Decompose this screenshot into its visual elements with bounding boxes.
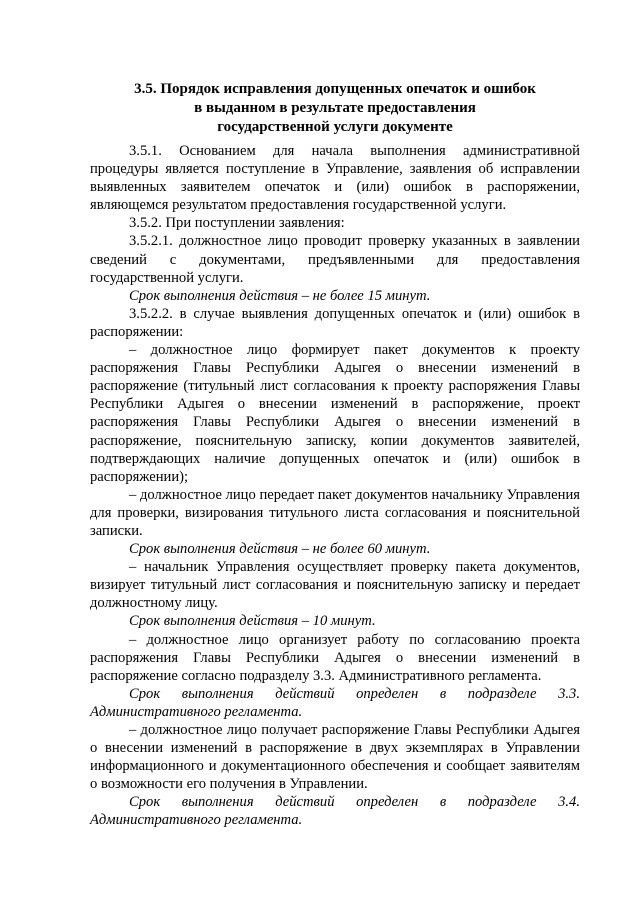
list-item-form-package: – должностное лицо формирует пакет документов к проекту распоряжения Главы Республики Адыгея о внесении изменений в распоряжение (титульный лист согласования к проекту распоряжения Главы Республики Адыгея о внесении изменений в распоряжение, проект распоряжения Главы Республики Адыгея о внесении изменений в распоряжение, пояснительную записку, копии документов заявителей, подтверждающих наличие допущенных опечаток и (или) ошибок в распоряжении); (90, 342, 580, 485)
deadline-note: Срок выполнения действия – не более 15 минут. (129, 287, 431, 304)
document-body (90, 142, 580, 830)
heading-line-3: государственной услуги документе (217, 119, 453, 135)
deadline-note: Срок выполнения действия – не более 60 минут. (129, 541, 431, 558)
paragraph-3-5-2-1: 3.5.2.1. должностное лицо проводит проверку указанных в заявлении сведений с документами, предъявленными для предоставления государственной услуги. (90, 233, 580, 286)
section-heading (90, 80, 580, 137)
heading-line-2: в выданном в результате предоставления (194, 100, 476, 116)
deadline-note: Срок выполнения действий определен в подразделе 3.4. Административного регламента. (90, 794, 580, 829)
paragraph-3-5-2: 3.5.2. При поступлении заявления: (129, 215, 345, 232)
deadline-note: Срок выполнения действий определен в подразделе 3.3. Административного регламента. (90, 685, 580, 720)
list-item-approval: – должностное лицо организует работу по согласованию проекта распоряжения Главы Республики Адыгея о внесении изменений в распоряжение согласно подразделу 3.3. Административного регламента. (90, 631, 580, 684)
paragraph-3-5-2-2: 3.5.2.2. в случае выявления допущенных опечаток и (или) ошибок в распоряжении: (90, 305, 580, 340)
deadline-note: Срок выполнения действия – 10 минут. (129, 613, 376, 630)
heading-line-1: 3.5. Порядок исправления допущенных опечаток и ошибок (134, 81, 536, 97)
list-item-head-review: – начальник Управления осуществляет проверку пакета документов, визирует титульный лист согласования и пояснительную записку и передает должностному лицу. (90, 559, 580, 612)
paragraph-3-5-1: 3.5.1. Основанием для начала выполнения административной процедуры является поступление в Управление, заявления об исправлении выявленных заявителем опечаток и (или) ошибок в распоряжении, являющемся результатом предоставления государственной услуги. (90, 143, 580, 214)
list-item-receive-order: – должностное лицо получает распоряжение Главы Республики Адыгея о внесении изменений в распоряжение в двух экземплярах в Управлении информационного и документационного обеспечения и сообщает заявителям о возможности его получения в Управлении. (90, 722, 580, 793)
list-item-transfer-package: – должностное лицо передает пакет документов начальнику Управления для проверки, визирования титульного листа согласования и пояснительной записки. (90, 486, 580, 539)
